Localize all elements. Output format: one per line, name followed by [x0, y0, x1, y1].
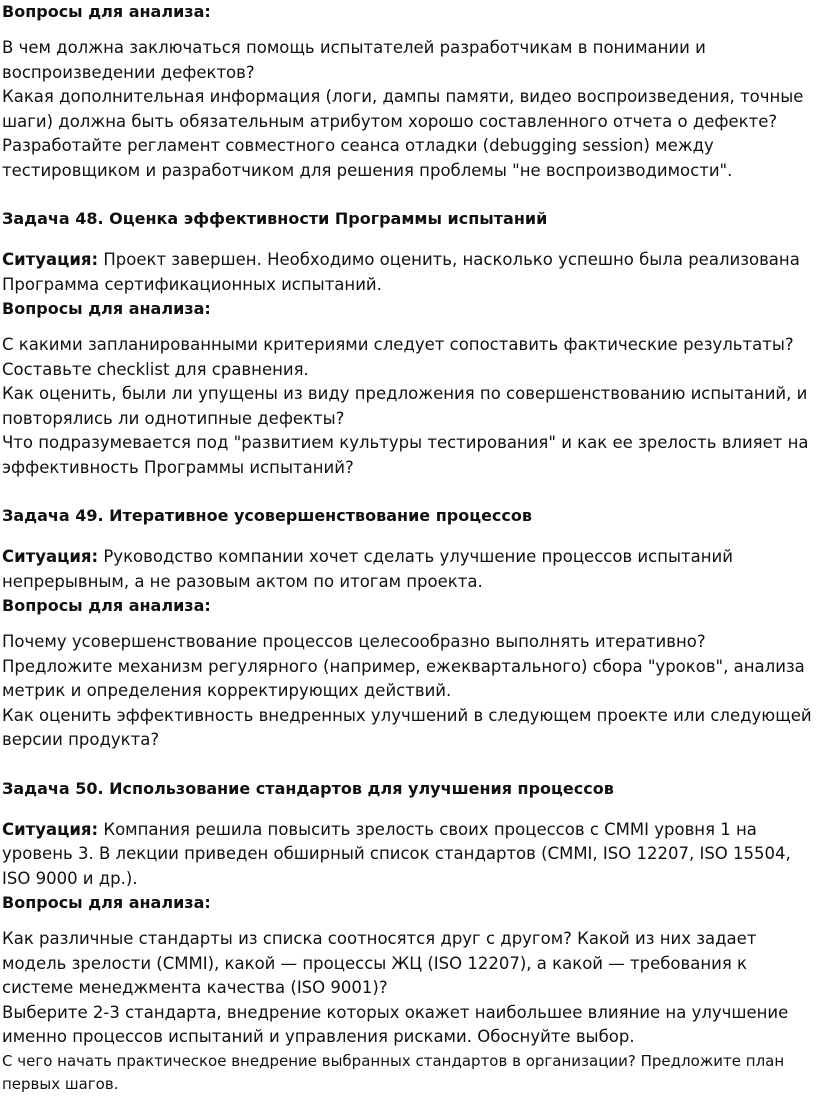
situation-text: Проект завершен. Необходимо оценить, насколько успешно была реализована Программа сертификационных испытаний. [2, 250, 800, 294]
questions-heading: Вопросы для анализа: [2, 299, 211, 318]
task-50-title: Задача 50. Использование стандартов для улучшения процессов [2, 778, 614, 798]
questions-heading: Вопросы для анализа: [2, 596, 211, 615]
question-item: В чем должна заключаться помощь испытателей разработчикам в понимании и воспроизведении дефектов? [2, 38, 706, 82]
task-48-situation [2, 248, 816, 297]
question-item: Как оценить эффективность внедренных улучшений в следующем проекте или следующей версии продукта? [2, 705, 812, 749]
question-item: Какая дополнительная информация (логи, дампы памяти, видео воспроизведения, точные шаги) должна быть обязательным атрибутом хорошо составленного отчета о дефекте? [2, 87, 804, 131]
task-50-situation [2, 818, 816, 892]
question-item: Как оценить, были ли упущены из виду предложения по совершенствованию испытаний, и повторялись ли однотипные дефекты? [2, 384, 808, 428]
questions-heading: Вопросы для анализа: [2, 893, 211, 912]
question-item: Разработайте регламент совместного сеанса отладки (debugging session) между тестировщиком и разработчиком для решения проблемы "не воспроизводимости". [2, 136, 733, 180]
question-item: С какими запланированными критериями следует сопоставить фактические результаты? Составьте checklist для сравнения. [2, 335, 794, 379]
situation-label: Ситуация: [2, 547, 99, 566]
situation-label: Ситуация: [2, 819, 99, 839]
task-49-situation [2, 545, 816, 594]
question-item: Предложите механизм регулярного (например, ежеквартального) сбора "уроков", анализа метрик и определения корректирующих действий. [2, 656, 805, 700]
question-item: Как различные стандарты из списка соотносятся друг с другом? Какой из них задает модель зрелости (CMMI), какой — процессы ЖЦ (ISO 12207), а какой — требования к системе менеджмента качества (ISO 9001)? [2, 929, 757, 997]
situation-label: Ситуация: [2, 250, 99, 269]
task-48-title: Задача 48. Оценка эффективности Программы испытаний [2, 209, 548, 228]
question-item: Почему усовершенствование процессов целесообразно выполнять итеративно? [2, 632, 706, 651]
question-item: Что подразумевается под "развитием культуры тестирования" и как ее зрелость влияет на эффективность Программы испытаний? [2, 433, 809, 477]
situation-text: Руководство компании хочет сделать улучшение процессов испытаний непрерывным, а не разовым актом по итогам проекта. [2, 547, 733, 591]
question-item: С чего начать практическое внедрение выбранных стандартов в организации? Предложите план первых шагов. [2, 1051, 785, 1093]
task-49-title: Задача 49. Итеративное усовершенствование процессов [2, 506, 533, 525]
questions-heading: Вопросы для анализа: [2, 2, 211, 21]
situation-text: Компания решила повысить зрелость своих процессов с CMMI уровня 1 на уровень 3. В лекции приведен обширный список стандартов (CMMI, ISO 12207, ISO 15504, ISO 9000 и др.). [2, 819, 791, 888]
question-item: Выберите 2-3 стандарта, внедрение которых окажет наибольшее влияние на улучшение именно процессов испытаний и управления рисками. Обоснуйте выбор. [2, 1002, 789, 1046]
